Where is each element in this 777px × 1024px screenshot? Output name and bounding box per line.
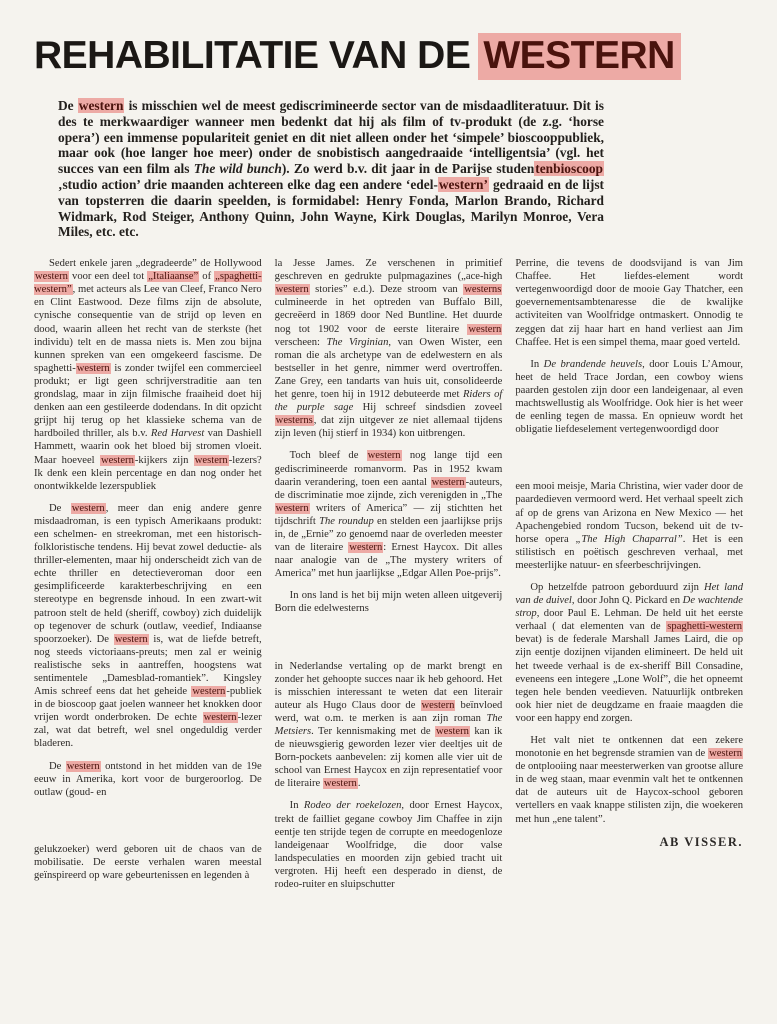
paragraph: De western, meer dan enig andere genre misdaadroman, is een typisch Amerikaans produkt: een schelmen- en streekroman, met een historisch-folkloristische tendens. Hij bevat zowel deductie- als thriller-elementen, maar hij onderscheidt zich van de echte thriller en detectieveroman door een gesimplificeerde karakterbeschrijving en een stereotype en begrensde inhoud. In een zwart-wit patroon stelt de held (sheriff, cowboy) zich duidelijk op tegenover de schurk (outlaw, veedief, Indiaanse spoorzoeker). De western is, wat de liefde betreft, nog steeds victoriaans-preuts; men zal er weinig realistische seks in aantreffen, hoogstens wat sentimentele „Damesblad-romantiek”. Kingsley Amis schreef eens dat het geheide western-publiek in de bioscoop gaat joelen wanneer het knokken door vrijen wordt onderbroken. De echte western-lezer zal, wat dat betreft, wel snel ongeduldig verder bladeren. — [34, 502, 262, 750]
book-title: Red Harvest — [150, 428, 205, 440]
western-highlight: western — [192, 686, 226, 698]
western-highlight: western — [203, 712, 237, 724]
paragraph: In Rodeo der roekelozen, door Ernest Haycox, trekt de failliet gegane cowboy Jim Chaffee in zijn eentje ten strijde tegen de corrupte en meedogenloze landeigenaar Woolfridge, die door valse landspeculaties en moorden zijn gebied tracht uit vergroten. Hij heeft een desperado in dienst, de rodeo-ruiter en sluipschutter — [274, 800, 503, 891]
book-title: The wild bunch — [193, 161, 282, 177]
western-highlight: western — [436, 726, 469, 738]
paragraph: een mooi meisje, Maria Christina, wier vader door de paardedieven vermoord werd. Het verhaal speelt zich af op de grens van Arizona en New Mexico — het Apachengebied rondom Tucson, bekend uit de tv-horse opera „The High Chaparral”. Het is een stilistisch en poëtisch geschreven verhaal, met meesterlijke natuur- en sfeerbeschrijvingen. — [515, 481, 744, 571]
western-highlight: tenbioscoop — [535, 161, 603, 177]
article-column-3 — [515, 257, 743, 891]
paragraph: In ons land is het bij mijn weten alleen uitgeverij Born die edelwesterns — [274, 590, 503, 615]
western-highlight: western — [71, 502, 105, 514]
paragraph: la Jesse James. Ze verschenen in primitief geschreven en gedrukte pulpmagazines („ace-high western stories” e.d.). Deze stroom van westerns culmineerde in het optreden van Buffalo Bill, gecreëerd in 1869 door Ned Buntline. Het duurde nog tot 1902 voor de eerste literaire western verscheen: The Virginian, van Owen Wister, een roman die als archetype van de edelwestern en als bestseller in het genre, nimmer werd overtroffen. Zane Grey, een tandarts van huis uit, consolideerde het genre, toen hij in 1912 debuteerde met Riders of the purple sage Hij schreef sindsdien zoveel westerns, dat zijn uitgever ze niet allemaal tijdens zijn leven (hij stierf in 1934) kon uitbrengen. — [274, 258, 503, 440]
title-western-highlight: WESTERN — [478, 33, 681, 80]
western-highlight: western — [78, 97, 124, 113]
book-title: De wachtende strop — [515, 595, 744, 620]
paragraph: gelukzoeker) werd geboren uit de chaos van de mobilisatie. De eerste verhalen waren meestal geïnspireerd op ware gebeurtenissen en legenden à — [34, 843, 262, 882]
western-highlight: western — [66, 760, 100, 772]
western-highlight: western — [275, 502, 309, 514]
paragraph: in Nederlandse vertaling op de markt brengt en zonder het gehoopte succes naar ik heb gehoord. Het is misschien interessant te weten dat een literair auteur als Hugo Claus door de western beïnvloed werd, wat o.m. te merken is aan zijn roman The Metsiers. Ter kennismaking met de western kan ik de nieuwsgierig geworden lezer vier deeltjes uit de Born-pockets aanbevelen: zij komen alle vier uit de school van Ernest Haycox en zijn representatief voor de literaire western. — [274, 660, 503, 790]
western-highlight: western — [323, 778, 357, 790]
book-title: De brandende heuvels — [543, 358, 643, 370]
western-highlight: westerns — [275, 415, 313, 427]
title-text: REHABILITATIE VAN DE — [34, 34, 471, 77]
western-highlight: western — [709, 748, 743, 760]
western-highlight: „spaghetti-western” — [34, 271, 262, 296]
paragraph: Perrine, die tevens de doodsvijand is van Jim Chaffee. Het liefdes-element wordt vertegenwoordigd door de mooie Gay Thatcher, een goevernementsambtenaresse die de kwalijke activiteiten van Woolfridge ontmaskert. Onnodig te zeggen dat zij haar hart en hand verliest aan Jim Chaffee. Het is een simpel thema, maar goed verteld. — [515, 258, 744, 348]
western-highlight: western — [367, 450, 401, 462]
western-highlight: western — [468, 323, 502, 335]
paragraph: De western ontstond in het midden van de 19e eeuw in Amerika, kort voor de burgeroorlog. De outlaw (goud- en — [34, 760, 262, 798]
western-highlight: westerns — [464, 284, 502, 296]
book-title: The Virginian — [326, 336, 389, 348]
book-title: Riders of the purple sage — [274, 389, 503, 414]
western-highlight: western — [275, 284, 309, 296]
western-highlight: western — [76, 362, 110, 374]
western-highlight: western — [100, 454, 134, 466]
byline: AB VISSER. — [659, 834, 744, 849]
book-title: Het land van de duivel — [515, 581, 744, 607]
western-highlight: western’ — [438, 176, 488, 192]
western-highlight: western — [35, 271, 68, 283]
book-title: The roundup — [319, 515, 374, 527]
paragraph: Het valt niet te ontkennen dat een zekere monotonie en het begrensde stramien van de western de ontplooiing naar meesterwerken van grootse allure in de weg staan, maar evenmin valt het te ontkennen dat de auteurs uit de Haycox-school geboren vertellers en vaak knappe stilisten zijn, die woekeren met hun „ene talent”. — [515, 735, 744, 825]
paragraph: Sedert enkele jaren „degradeerde” de Hollywood western voor een deel tot „Italiaanse” of „spaghetti-western”, met acteurs als Lee van Cleef, Franco Nero en Clint Eastwood. Deze films zijn de absolute, cynische consequentie van de strijd op leven en dood, waarin alleen het recht van de sterkste (het individu) telt en de massa niets is. Men zou bijna kunnen spreken van een omgekeerd fascisme. De spaghetti-western is zonder twijfel een commercieel produkt; er ligt geen schrijverstraditie aan ten grondslag, maar in zijn filmische fraaiheid doet hij denken aan een gestileerde dodendans. In dit opzicht grijpt hij terug op het klassieke schema van de hardboiled thriller, als b.v. Red Harvest van Dashiell Hammett, waarin ook het bloed bij stromen vloeit. Maar hoeveel western-kijkers zijn western-lezers? Ik denk een klein percentage en dan nog onder het onontwikkelde lezerspubliek — [34, 258, 262, 492]
book-title: The Metsiers — [274, 712, 503, 738]
western-highlight: western — [421, 699, 455, 711]
western-highlight: western — [194, 454, 228, 466]
article-intro: De western is misschien wel de meest gediscrimineerde sector van de misdaadliteratuur. Dit is des te merkwaardiger wanneer men bedenkt dat hij als film of tv-produkt (de z.g. ‘horse opera’) een immense populariteit geniet en dit niet alleen onder het ‘simpele’ bioscooppubliek, maar ook (hoe langer hoe meer) onder de snobistisch aangedraaide ‘intelligentsia’ (vgl. het succes van een film als The wild bunch). Zo werd b.v. dit jaar in de Parijse studentenbioscoop ‚studio action’ drie maanden achtereen elke dag een andere ‘edel-western’ gedraaid en de lijst van topsterren die daarin speelden, is formidabel: Henry Fonda, Marlon Brando, Richard Widmark, Rod Steiger, Anthony Quinn, John Wayne, Kirk Douglas, Marilyn Monroe, Vera Miles, etc. etc. — [58, 97, 604, 240]
western-highlight: western — [431, 476, 465, 488]
article-column-1 — [34, 257, 262, 891]
article-title — [34, 36, 743, 77]
western-highlight: western — [349, 542, 383, 554]
western-highlight: western — [114, 633, 148, 645]
article-column-2 — [275, 257, 503, 891]
paragraph: In De brandende heuvels, door Louis L’Amour, heet de held Trace Jordan, een cowboy wiens paarden gestolen zijn door een landeigenaar, al even machtswellustig als Woolfridge. Ook hier is het weer de eenling tegen de massa. En opnieuw wordt het obligatie liefdeselement vertegenwoordigd door — [515, 358, 744, 436]
western-highlight: spaghetti-western — [667, 621, 743, 633]
article-columns — [34, 257, 743, 891]
paragraph: Op hetzelfde patroon geborduurd zijn Het land van de duivel, door John Q. Pickard en De wachtende strop, door Paul E. Lehman. De held uit het eerste verhaal ( dat elementen van de spaghetti-western bevat) is de federale Marshall James Laird, die op zijn eentje dozijnen vijanden elimineert. De held uit het tweede verhaal is de ex-sheriff Bill Consadine, eveneens een integere „Lone Wolf”, die het opneemt tegen hele benden veedieven. Natuurlijk ontbreken ook hier niet de deugdzame en fraaie maagden die voor een happy end zorgen. — [515, 581, 744, 724]
book-title: Rodeo der roekelozen — [303, 800, 402, 812]
book-title: „The High Chaparral” — [575, 533, 683, 545]
paragraph: Toch bleef de western nog lange tijd een gediscrimineerde romanvorm. Pas in 1952 kwam daarin verandering, toen een aantal western-auteurs, de discriminatie moe zijnde, zich verenigden in „The western writers of America” — zij stichtten het tijdschrift The roundup en stelden een jaarlijkse prijs in, de „Ernie” zo genoemd naar de overleden meester van de literaire western: Ernest Haycox. Dit alles naar analogie van de „The mystery writers of America” met hun jaarlijkse „Edgar Allen Poe-prijs”. — [274, 450, 503, 580]
western-highlight: „Italiaanse” — [148, 271, 199, 283]
